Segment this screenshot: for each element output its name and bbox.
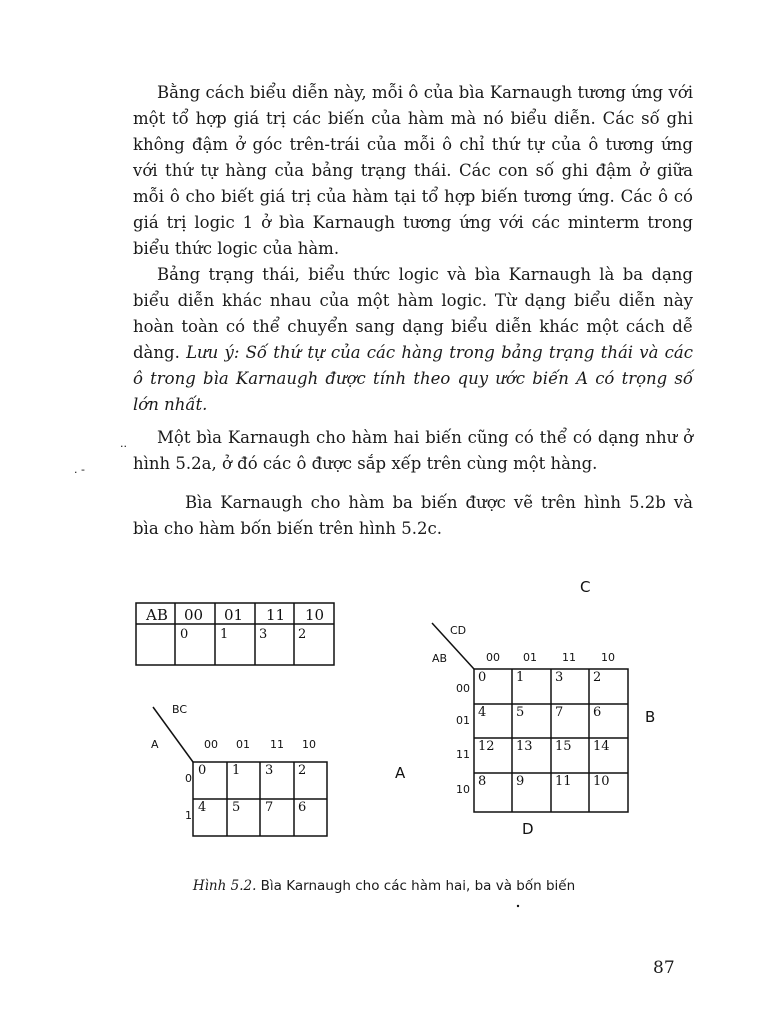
map3-cell: 3: [265, 763, 274, 778]
label-a: A: [395, 764, 406, 782]
map4-col-var: CD: [450, 624, 467, 637]
map4-col-header: 00: [486, 651, 500, 664]
map3-col-header: 10: [302, 738, 316, 751]
map4-cell: 11: [555, 774, 572, 789]
map3-cell: 4: [198, 800, 207, 815]
paragraph-1-text: Bằng cách biểu diễn này, mỗi ô của bìa Karnaugh tương ứng với một tổ hợp giá trị các biến của hàm mà nó biểu diễn. Các số ghi không đậm ở góc trên-trái của mỗi ô chỉ thứ tự của ô tương ứng với thứ tự hàng của bảng trạng thái. Các con số ghi đậm ở giữa mỗi ô cho biết giá trị của hàm tại tổ hợp biến tương ứng. Các ô có giá trị logic 1 ở bìa Karnaugh tương ứng với các minterm trong biểu thức logic của hàm.: [133, 83, 693, 258]
label-d: D: [522, 820, 534, 838]
map3-row-header: 1: [185, 809, 192, 822]
svg-text:..: ..: [120, 437, 127, 450]
map2-header: 10: [305, 606, 325, 624]
map2-cell: 2: [298, 627, 307, 642]
map3-cell: 6: [298, 800, 307, 815]
map4-cell: 14: [593, 739, 610, 754]
svg-text:. -: . -: [74, 463, 85, 476]
map3-col-header: 11: [270, 738, 284, 751]
map4-cell: 8: [478, 774, 487, 789]
map3-row-header: 0: [185, 772, 192, 785]
label-b: B: [645, 708, 656, 726]
map3-col-header: 00: [204, 738, 218, 751]
map3-cell: 0: [198, 763, 207, 778]
map4-col-header: 11: [562, 651, 576, 664]
map4-cell: 3: [555, 670, 564, 685]
map4-col-header: 10: [601, 651, 615, 664]
paragraph-4-text: Bìa Karnaugh cho hàm ba biến được vẽ trên hình 5.2b và bìa cho hàm bốn biến trên hình 5.2c.: [133, 493, 693, 538]
map4-cell: 6: [593, 705, 602, 720]
map4-row-header: 01: [456, 714, 470, 727]
map4-row-header: 11: [456, 748, 470, 761]
karnaugh-map-3var: [193, 762, 327, 836]
map4-col-header: 01: [523, 651, 537, 664]
map3-cell: 7: [265, 800, 274, 815]
map2-cell: 0: [180, 627, 189, 642]
map2-corner-label: AB: [146, 606, 168, 624]
map3-cell: 5: [232, 800, 241, 815]
paragraph-2-note: Lưu ý: Số thứ tự của các hàng trong bảng trạng thái và các ô trong bìa Karnaugh được tính theo quy ước biến A có trọng số lớn nhất.: [133, 343, 694, 414]
map4-cell: 1: [516, 670, 525, 685]
map2-cell: 1: [220, 627, 229, 642]
paragraph-3-text: Một bìa Karnaugh cho hàm hai biến cũng có thể có dạng như ở hình 5.2a, ở đó các ô được sắp xếp trên cùng một hàng.: [133, 428, 693, 473]
map4-cell: 15: [555, 739, 572, 754]
page-number: 87: [653, 958, 675, 978]
map2-cell: 3: [259, 627, 268, 642]
map4-cell: 2: [593, 670, 602, 685]
map4-cell: 5: [516, 705, 525, 720]
map4-cell: 12: [478, 739, 495, 754]
map3-col-header: 01: [236, 738, 250, 751]
map4-cell: 10: [593, 774, 610, 789]
map3-col-var: BC: [172, 703, 188, 716]
map4-cell: 7: [555, 705, 564, 720]
caption-text: Bìa Karnaugh cho các hàm hai, ba và bốn biến: [256, 878, 576, 894]
figure-caption: [0, 878, 768, 894]
map3-cell: 1: [232, 763, 241, 778]
map3-cell: 2: [298, 763, 307, 778]
map3-row-var: A: [151, 738, 159, 751]
map2-header: 11: [266, 606, 286, 624]
map2-header: 01: [224, 606, 244, 624]
map4-cell: 0: [478, 670, 487, 685]
label-c: C: [580, 578, 591, 596]
map4-row-var: AB: [432, 652, 448, 665]
map4-row-header: 00: [456, 682, 470, 695]
map4-cell: 4: [478, 705, 487, 720]
map2-header: 00: [184, 606, 204, 624]
map4-row-header: 10: [456, 783, 470, 796]
paragraph-2-text: Bảng trạng thái, biểu thức logic và bìa Karnaugh là ba dạng biểu diễn khác nhau của một hàm logic. Từ dạng biểu diễn này hoàn toàn có thể chuyển sang dạng biểu diễn khác một cách dễ dàng.: [133, 265, 693, 362]
map4-cell: 9: [516, 774, 525, 789]
figure-number: Hình 5.2.: [192, 878, 257, 894]
map4-cell: 13: [516, 739, 533, 754]
